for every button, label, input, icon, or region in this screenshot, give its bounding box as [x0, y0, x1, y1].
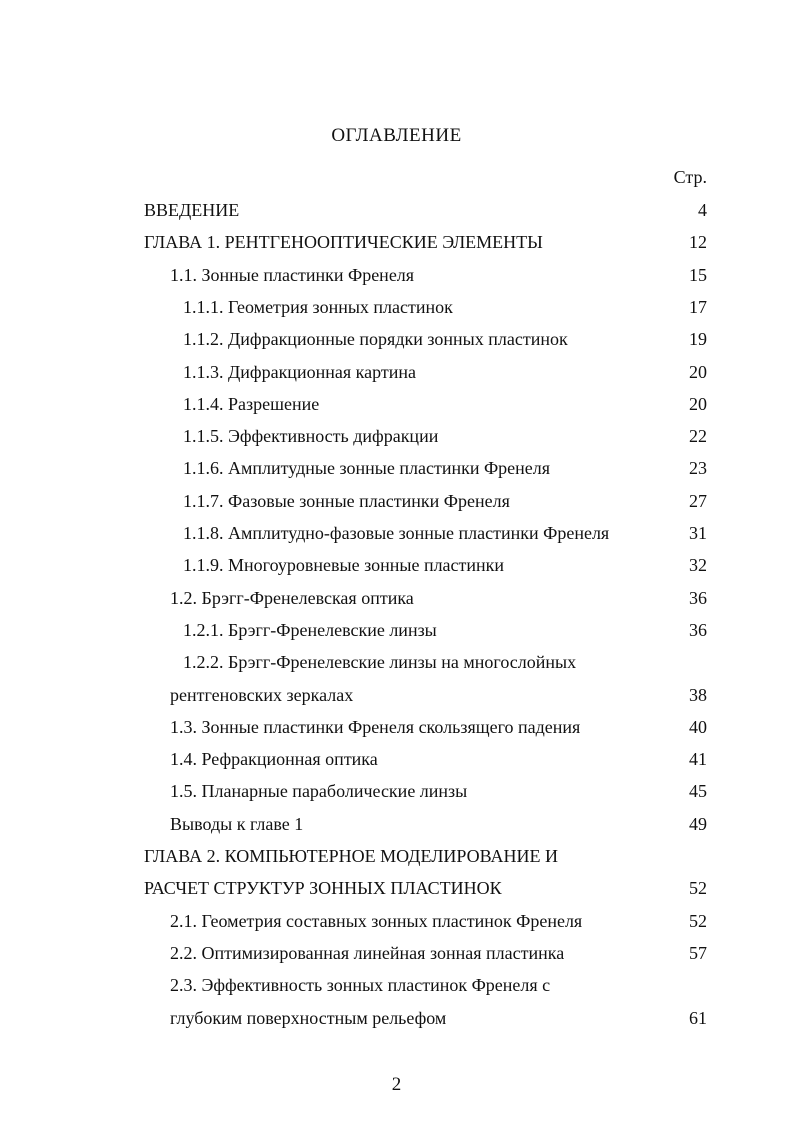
- toc-entry: [0, 842, 793, 870]
- toc-entry-page: 4: [698, 200, 707, 220]
- toc-entry-page: 52: [689, 878, 707, 899]
- toc-entry-page: 12: [689, 232, 707, 253]
- toc-entry-title: 1.1.6. Амплитудные зонные пластинки Френеля: [183, 458, 551, 479]
- toc-entry-page: 31: [689, 523, 707, 543]
- toc-entry: [0, 584, 793, 612]
- toc-entry: [0, 907, 793, 935]
- toc-entry-title: 1.1. Зонные пластинки Френеля: [170, 264, 415, 285]
- toc-entry: [0, 874, 793, 902]
- toc-entry-page: 36: [689, 587, 707, 608]
- toc-entry-page: 20: [689, 393, 707, 414]
- toc-entry: [0, 777, 793, 805]
- toc-entry-title: 1.2.1. Брэгг-Френелевские линзы: [183, 619, 437, 640]
- toc-entry-page: 40: [689, 716, 707, 737]
- toc-entry: [0, 551, 793, 579]
- toc-entry: [0, 293, 793, 321]
- toc-entry: [0, 196, 793, 224]
- toc-entry: [0, 1004, 793, 1032]
- toc-entry-page: 52: [689, 910, 707, 931]
- toc-entry-page: 27: [689, 490, 707, 511]
- toc-entry-title: 1.3. Зонные пластинки Френеля скользящего падения: [170, 716, 581, 737]
- toc-entry-title: Выводы к главе 1: [170, 813, 304, 834]
- toc-entry: [0, 648, 793, 676]
- toc-entry-title: ГЛАВА 1. РЕНТГЕНООПТИЧЕСКИЕ ЭЛЕМЕНТЫ: [144, 232, 543, 253]
- toc-entry-page: 45: [689, 781, 707, 802]
- toc-entry-title: рентгеновских зеркалах: [170, 684, 354, 705]
- toc-entry: [0, 325, 793, 353]
- toc-entry-page: 38: [689, 684, 707, 705]
- toc-entry: [0, 713, 793, 741]
- toc-entry: [0, 261, 793, 289]
- toc-entry: [0, 939, 793, 967]
- toc-entry-title: РАСЧЕТ СТРУКТУР ЗОННЫХ ПЛАСТИНОК: [144, 878, 502, 899]
- toc-entry-title: 1.5. Планарные параболические линзы: [170, 781, 468, 802]
- toc-entry-page: 36: [689, 619, 707, 640]
- toc-entry: [0, 228, 793, 256]
- toc-entry-title: ВВЕДЕНИЕ: [144, 200, 240, 220]
- toc-entry: [0, 422, 793, 450]
- toc-entry: [0, 454, 793, 482]
- toc-entry-page: 19: [689, 329, 707, 350]
- page-number: 2: [391, 1074, 402, 1095]
- toc-entry-title: 1.1.3. Дифракционная картина: [183, 361, 416, 382]
- toc-entry-page: 23: [689, 458, 707, 479]
- toc-entry-title: 1.1.7. Фазовые зонные пластинки Френеля: [183, 490, 510, 511]
- toc-entry-title: 1.1.8. Амплитудно-фазовые зонные пластинки Френеля: [183, 523, 610, 543]
- toc-entry-title: 1.4. Рефракционная оптика: [170, 749, 378, 770]
- toc-entry-title: 1.1.2. Дифракционные порядки зонных пластинок: [183, 329, 568, 350]
- toc-entry: [0, 358, 793, 386]
- toc-entry-title: 1.1.9. Многоуровневые зонные пластинки: [183, 555, 505, 576]
- toc-entry: [0, 390, 793, 418]
- toc-entry-page: 41: [689, 749, 707, 770]
- page-title: ОГЛАВЛЕНИЕ: [331, 125, 462, 146]
- toc-entry-page: 17: [689, 296, 707, 317]
- toc-entry: [0, 971, 793, 999]
- toc-entry-page: 22: [689, 426, 707, 447]
- toc-entry: [0, 681, 793, 709]
- toc-entry-title: 1.2.2. Брэгг-Френелевские линзы на многослойных: [183, 652, 577, 673]
- toc-entry-page: 57: [689, 942, 707, 963]
- toc-entry: [0, 519, 793, 547]
- toc-entry-page: 20: [689, 361, 707, 382]
- toc-entry: [0, 616, 793, 644]
- toc-entry-page: 61: [689, 1007, 707, 1028]
- toc-entry-title: 1.1.1. Геометрия зонных пластинок: [183, 296, 453, 317]
- page-column-header: Стр.: [673, 167, 707, 187]
- toc-entry: [0, 810, 793, 838]
- toc-entry-title: 1.1.4. Разрешение: [183, 393, 320, 414]
- toc-entry-page: 15: [689, 264, 707, 285]
- toc-entry-page: 49: [689, 813, 707, 834]
- toc-entry-title: 1.2. Брэгг-Френелевская оптика: [170, 587, 414, 608]
- toc-entry-title: 2.1. Геометрия составных зонных пластинок Френеля: [170, 910, 583, 931]
- toc-entry-page: 32: [689, 555, 707, 576]
- toc-entry: [0, 487, 793, 515]
- toc-entry-title: ГЛАВА 2. КОМПЬЮТЕРНОЕ МОДЕЛИРОВАНИЕ И: [144, 846, 559, 866]
- toc-entry-title: глубоким поверхностным рельефом: [170, 1007, 447, 1028]
- toc-entry: [0, 745, 793, 773]
- toc-entry-title: 2.3. Эффективность зонных пластинок Френеля с: [170, 975, 551, 996]
- toc-entry-title: 1.1.5. Эффективность дифракции: [183, 426, 439, 447]
- toc-entry-title: 2.2. Оптимизированная линейная зонная пластинка: [170, 942, 565, 963]
